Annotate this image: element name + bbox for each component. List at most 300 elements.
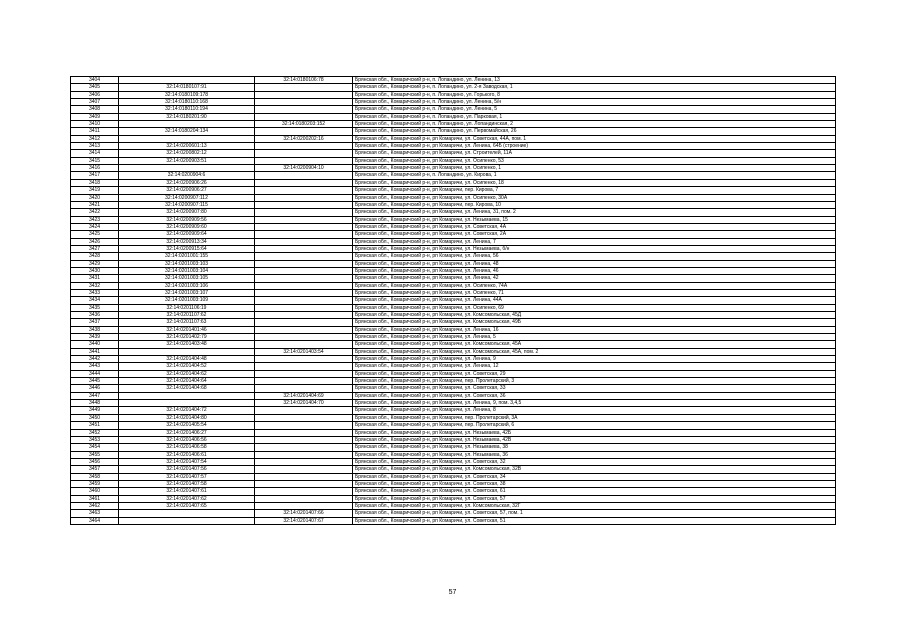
- row-number-cell: 3433: [71, 289, 119, 296]
- premises-cadastral-number-cell: [255, 253, 353, 260]
- table-row: [71, 99, 836, 106]
- cadastral-number-cell: [119, 510, 255, 517]
- premises-cadastral-number-cell: [255, 194, 353, 201]
- cadastral-number-cell: 32:14:0201003:109: [119, 297, 255, 304]
- cadastral-number-cell: 32:14:0201404:68: [119, 385, 255, 392]
- table-row: [71, 209, 836, 216]
- row-number-cell: 3419: [71, 187, 119, 194]
- premises-cadastral-number-cell: [255, 480, 353, 487]
- cadastral-number-cell: 32:14:0201405:54: [119, 422, 255, 429]
- address-cell: Брянская обл., Комаричский р-н, рп Комаричи, ул. Осипенко, 53: [353, 157, 836, 164]
- address-cell: Брянская обл., Комаричский р-н, рп Комаричи, ул. Советская, 61: [353, 488, 836, 495]
- cadastral-number-cell: 32:14:0201403:48: [119, 341, 255, 348]
- premises-cadastral-number-cell: 32:14:0200904:10: [255, 165, 353, 172]
- cadastral-number-cell: 32:14:0201407:57: [119, 473, 255, 480]
- table-row: [71, 407, 836, 414]
- cadastral-number-cell: 32:14:0201407:62: [119, 495, 255, 502]
- address-cell: Брянская обл., Комаричский р-н, рп Комаричи, ул. Советская, 44А, пом. 1: [353, 135, 836, 142]
- row-number-cell: 3464: [71, 517, 119, 524]
- premises-cadastral-number-cell: [255, 488, 353, 495]
- row-number-cell: 3410: [71, 121, 119, 128]
- premises-cadastral-number-cell: [255, 326, 353, 333]
- row-number-cell: 3451: [71, 422, 119, 429]
- address-cell: Брянская обл., Комаричский р-н, п. Лопандино, ул. Первомайская, 26: [353, 128, 836, 135]
- row-number-cell: 3416: [71, 165, 119, 172]
- table-row: [71, 458, 836, 465]
- table-row: [71, 201, 836, 208]
- cadastral-number-cell: 32:14:0201407:61: [119, 488, 255, 495]
- address-cell: Брянская обл., Комаричский р-н, п. Лопандино, ул. Ленина, 5: [353, 106, 836, 113]
- premises-cadastral-number-cell: [255, 157, 353, 164]
- row-number-cell: 3407: [71, 99, 119, 106]
- row-number-cell: 3448: [71, 400, 119, 407]
- premises-cadastral-number-cell: [255, 429, 353, 436]
- table-row: [71, 326, 836, 333]
- cadastral-number-cell: 32:14:0201404:48: [119, 356, 255, 363]
- table-row: [71, 502, 836, 509]
- cadastral-number-cell: [119, 135, 255, 142]
- table-row: [71, 312, 836, 319]
- row-number-cell: 3427: [71, 245, 119, 252]
- address-cell: Брянская обл., Комаричский р-н, рп Комаричи, ул. Осипенко, 71: [353, 289, 836, 296]
- row-number-cell: 3411: [71, 128, 119, 135]
- premises-cadastral-number-cell: [255, 385, 353, 392]
- cadastral-number-cell: 32:14:0200907:115: [119, 201, 255, 208]
- premises-cadastral-number-cell: [255, 363, 353, 370]
- address-cell: Брянская обл., Комаричский р-н, рп Комаричи, ул. Комсомольская, 49Б: [353, 319, 836, 326]
- premises-cadastral-number-cell: [255, 319, 353, 326]
- premises-cadastral-number-cell: [255, 436, 353, 443]
- cadastral-number-cell: 32:14:0200913:34: [119, 238, 255, 245]
- address-cell: Брянская обл., Комаричский р-н, рп Комаричи, ул. Ленина, 16: [353, 326, 836, 333]
- cadastral-number-cell: 32:14:0201407:65: [119, 502, 255, 509]
- table-row: [71, 165, 836, 172]
- row-number-cell: 3458: [71, 473, 119, 480]
- address-cell: Брянская обл., Комаричский р-н, рп Комаричи, пер. Пролетарский, 3А: [353, 414, 836, 421]
- row-number-cell: 3438: [71, 326, 119, 333]
- row-number-cell: 3442: [71, 356, 119, 363]
- table-row: [71, 304, 836, 311]
- cadastral-number-cell: 32:14:0201406:61: [119, 451, 255, 458]
- cadastral-number-cell: [119, 165, 255, 172]
- premises-cadastral-number-cell: [255, 201, 353, 208]
- cadastral-number-cell: 32:14:0200907:112: [119, 194, 255, 201]
- address-cell: Брянская обл., Комаричский р-н, рп Комаричи, ул. Советская, 34: [353, 473, 836, 480]
- table-row: [71, 238, 836, 245]
- address-cell: Брянская обл., Комаричский р-н, рп Комаричи, ул. Советская, 36: [353, 392, 836, 399]
- cadastral-number-cell: 32:14:0201003:107: [119, 289, 255, 296]
- cadastral-number-cell: 32:14:0200915:64: [119, 245, 255, 252]
- premises-cadastral-number-cell: [255, 150, 353, 157]
- cadastral-number-cell: 32:14:0180110:194: [119, 106, 255, 113]
- premises-cadastral-number-cell: [255, 378, 353, 385]
- address-cell: Брянская обл., Комаричский р-н, рп Комаричи, ул. Строителей, 11А: [353, 150, 836, 157]
- table-row: [71, 473, 836, 480]
- table-row: [71, 370, 836, 377]
- cadastral-number-cell: 32:14:0200601:13: [119, 143, 255, 150]
- table-row: [71, 194, 836, 201]
- cadastral-number-cell: 32:14:0201107:62: [119, 312, 255, 319]
- table-row: [71, 91, 836, 98]
- address-cell: Брянская обл., Комаричский р-н, рп Комаричи, ул. Ленина, 64Б (строение): [353, 143, 836, 150]
- premises-cadastral-number-cell: [255, 312, 353, 319]
- cadastral-number-cell: 32:14:0200906:26: [119, 179, 255, 186]
- cadastral-number-cell: 32:14:0200904:6: [119, 172, 255, 179]
- cadastral-number-cell: 32:14:0200903:51: [119, 157, 255, 164]
- address-cell: Брянская обл., Комаричский р-н, рп Комаричи, ул. Советская, 51: [353, 517, 836, 524]
- table-row: [71, 289, 836, 296]
- table-row: [71, 363, 836, 370]
- address-cell: Брянская обл., Комаричский р-н, рп Комаричи, ул. Ленина, 8: [353, 407, 836, 414]
- cadastral-number-cell: 32:14:0201406:58: [119, 444, 255, 451]
- premises-cadastral-number-cell: [255, 84, 353, 91]
- address-cell: Брянская обл., Комаричский р-н, рп Комаричи, ул. Ленина, 42: [353, 275, 836, 282]
- address-cell: Брянская обл., Комаричский р-н, рп Комаричи, ул. Незымаева, 42Б: [353, 429, 836, 436]
- cadastral-number-cell: [119, 517, 255, 524]
- table-row: [71, 422, 836, 429]
- table-row: [71, 267, 836, 274]
- cadastral-number-cell: 32:14:0200909:60: [119, 223, 255, 230]
- table-row: [71, 216, 836, 223]
- cadastral-number-cell: 32:14:0201404:64: [119, 378, 255, 385]
- table-row: [71, 275, 836, 282]
- row-number-cell: 3414: [71, 150, 119, 157]
- cadastral-number-cell: [119, 392, 255, 399]
- row-number-cell: 3450: [71, 414, 119, 421]
- table-row: [71, 348, 836, 355]
- cadastral-number-cell: 32:14:0180110:168: [119, 99, 255, 106]
- table-row: [71, 319, 836, 326]
- row-number-cell: 3452: [71, 429, 119, 436]
- row-number-cell: 3412: [71, 135, 119, 142]
- row-number-cell: 3446: [71, 385, 119, 392]
- row-number-cell: 3420: [71, 194, 119, 201]
- address-cell: Брянская обл., Комаричский р-н, рп Комаричи, ул. Незымаева, 38: [353, 444, 836, 451]
- table-row: [71, 517, 836, 524]
- row-number-cell: 3409: [71, 113, 119, 120]
- address-cell: Брянская обл., Комаричский р-н, рп Комаричи, ул. Осипенко, 1: [353, 165, 836, 172]
- cadastral-number-cell: 32:14:0201404:52: [119, 363, 255, 370]
- address-cell: Брянская обл., Комаричский р-н, рп Комаричи, ул. Ленина, 5: [353, 334, 836, 341]
- premises-cadastral-number-cell: [255, 356, 353, 363]
- row-number-cell: 3460: [71, 488, 119, 495]
- address-cell: Брянская обл., Комаричский р-н, п. Лопандино, ул. 2-я Заводская, 1: [353, 84, 836, 91]
- table-row: [71, 341, 836, 348]
- premises-cadastral-number-cell: [255, 422, 353, 429]
- address-cell: Брянская обл., Комаричский р-н, рп Комаричи, ул. Осипенко, 30А: [353, 194, 836, 201]
- row-number-cell: 3425: [71, 231, 119, 238]
- premises-cadastral-number-cell: 32:14:0200202:16: [255, 135, 353, 142]
- address-cell: Брянская обл., Комаричский р-н, рп Комаричи, ул. Ленина, 48: [353, 260, 836, 267]
- cadastral-number-cell: 32:14:0180109:178: [119, 91, 255, 98]
- table-row: [71, 334, 836, 341]
- table-row: [71, 223, 836, 230]
- address-cell: Брянская обл., Комаричский р-н, рп Комаричи, ул. Советская, 2А: [353, 231, 836, 238]
- cadastral-number-cell: 32:14:0201407:54: [119, 458, 255, 465]
- row-number-cell: 3417: [71, 172, 119, 179]
- address-cell: Брянская обл., Комаричский р-н, рп Комаричи, ул. Советская, 38: [353, 480, 836, 487]
- cadastral-number-cell: 32:14:0201406:27: [119, 429, 255, 436]
- row-number-cell: 3404: [71, 77, 119, 84]
- address-cell: Брянская обл., Комаричский р-н, п. Лопандино, ул. Парковая, 1: [353, 113, 836, 120]
- cadastral-number-cell: [119, 121, 255, 128]
- address-cell: Брянская обл., Комаричский р-н, рп Комаричи, пер. Кирова, 7: [353, 187, 836, 194]
- row-number-cell: 3434: [71, 297, 119, 304]
- row-number-cell: 3461: [71, 495, 119, 502]
- table-row: [71, 150, 836, 157]
- address-cell: Брянская обл., Комаричский р-н, рп Комаричи, ул. Незымаева, 36: [353, 451, 836, 458]
- table-row: [71, 385, 836, 392]
- premises-cadastral-number-cell: [255, 231, 353, 238]
- row-number-cell: 3454: [71, 444, 119, 451]
- address-cell: Брянская обл., Комаричский р-н, рп Комаричи, ул. Незымаева, 42В: [353, 436, 836, 443]
- premises-cadastral-number-cell: [255, 304, 353, 311]
- table-row: [71, 378, 836, 385]
- table-row: [71, 84, 836, 91]
- premises-cadastral-number-cell: [255, 275, 353, 282]
- address-cell: Брянская обл., Комаричский р-н, рп Комаричи, ул. Ленина, 12: [353, 363, 836, 370]
- row-number-cell: 3444: [71, 370, 119, 377]
- premises-cadastral-number-cell: 32:14:0201404:69: [255, 392, 353, 399]
- cadastral-number-cell: 32:14:0201402:79: [119, 334, 255, 341]
- table-row: [71, 510, 836, 517]
- table-row: [71, 106, 836, 113]
- row-number-cell: 3424: [71, 223, 119, 230]
- address-cell: Брянская обл., Комаричский р-н, рп Комаричи, ул. Ленина, 7: [353, 238, 836, 245]
- cadastral-number-cell: 32:14:0201003:106: [119, 282, 255, 289]
- cadastral-number-cell: 32:14:0201003:105: [119, 275, 255, 282]
- address-cell: Брянская обл., Комаричский р-н, п. Лопандино, ул. Горького, 8: [353, 91, 836, 98]
- row-number-cell: 3445: [71, 378, 119, 385]
- address-cell: Брянская обл., Комаричский р-н, рп Комаричи, ул. Комсомольская, 45А: [353, 341, 836, 348]
- row-number-cell: 3413: [71, 143, 119, 150]
- address-cell: Брянская обл., Комаричский р-н, рп Комаричи, ул. Осипенко, 18: [353, 179, 836, 186]
- premises-cadastral-number-cell: [255, 473, 353, 480]
- address-cell: Брянская обл., Комаричский р-н, рп Комаричи, ул. Ленина, 9: [353, 356, 836, 363]
- premises-cadastral-number-cell: 32:14:0201404:70: [255, 400, 353, 407]
- table-row: [71, 77, 836, 84]
- cadastral-number-cell: 32:14:0200907:80: [119, 209, 255, 216]
- row-number-cell: 3421: [71, 201, 119, 208]
- premises-cadastral-number-cell: 32:14:0180203:152: [255, 121, 353, 128]
- address-cell: Брянская обл., Комаричский р-н, рп Комаричи, ул. Ленина, 9, пом. 3,4,5: [353, 400, 836, 407]
- row-number-cell: 3435: [71, 304, 119, 311]
- premises-cadastral-number-cell: [255, 143, 353, 150]
- cadastral-number-cell: 32:14:0201406:56: [119, 436, 255, 443]
- row-number-cell: 3453: [71, 436, 119, 443]
- premises-cadastral-number-cell: [255, 407, 353, 414]
- address-cell: Брянская обл., Комаричский р-н, рп Комаричи, ул. Советская, 29: [353, 370, 836, 377]
- row-number-cell: 3443: [71, 363, 119, 370]
- premises-cadastral-number-cell: [255, 458, 353, 465]
- row-number-cell: 3449: [71, 407, 119, 414]
- cadastral-number-cell: 32:14:0201106:19: [119, 304, 255, 311]
- premises-cadastral-number-cell: [255, 502, 353, 509]
- premises-cadastral-number-cell: 32:14:0180106:78: [255, 77, 353, 84]
- row-number-cell: 3428: [71, 253, 119, 260]
- cadastral-number-cell: 32:14:0200909:56: [119, 216, 255, 223]
- address-cell: Брянская обл., Комаричский р-н, рп Комаричи, ул. Осипенко, 74А: [353, 282, 836, 289]
- premises-cadastral-number-cell: [255, 414, 353, 421]
- address-cell: Брянская обл., Комаричский р-н, рп Комаричи, ул. Советская, 4А: [353, 223, 836, 230]
- cadastral-number-cell: 32:14:0201003:103: [119, 260, 255, 267]
- premises-cadastral-number-cell: [255, 106, 353, 113]
- address-cell: Брянская обл., Комаричский р-н, рп Комаричи, ул. Советская, 32: [353, 458, 836, 465]
- table-row: [71, 297, 836, 304]
- table-row: [71, 282, 836, 289]
- address-cell: Брянская обл., Комаричский р-н, п. Лопандино, ул. Ленина, 5/н: [353, 99, 836, 106]
- row-number-cell: 3440: [71, 341, 119, 348]
- address-cell: Брянская обл., Комаричский р-н, рп Комаричи, ул. Незымаева, 15: [353, 216, 836, 223]
- row-number-cell: 3436: [71, 312, 119, 319]
- premises-cadastral-number-cell: [255, 172, 353, 179]
- table-row: [71, 121, 836, 128]
- row-number-cell: 3459: [71, 480, 119, 487]
- page-number: 57: [448, 589, 457, 596]
- table-row: [71, 128, 836, 135]
- row-number-cell: 3447: [71, 392, 119, 399]
- cadastral-number-cell: 32:14:0200909:64: [119, 231, 255, 238]
- address-cell: Брянская обл., Комаричский р-н, рп Комаричи, ул. Ленина, 46: [353, 267, 836, 274]
- table-row: [71, 480, 836, 487]
- premises-cadastral-number-cell: [255, 451, 353, 458]
- table-row: [71, 356, 836, 363]
- premises-cadastral-number-cell: [255, 238, 353, 245]
- address-cell: Брянская обл., Комаричский р-н, п. Лопандино, ул. Ленина, 13: [353, 77, 836, 84]
- premises-cadastral-number-cell: [255, 282, 353, 289]
- premises-cadastral-number-cell: [255, 245, 353, 252]
- premises-cadastral-number-cell: [255, 341, 353, 348]
- premises-cadastral-number-cell: 32:14:0201403:54: [255, 348, 353, 355]
- table-row: [71, 400, 836, 407]
- address-cell: Брянская обл., Комаричский р-н, рп Комаричи, ул. Ленина, 44А: [353, 297, 836, 304]
- address-cell: Брянская обл., Комаричский р-н, рп Комаричи, пер. Пролетарский, 3: [353, 378, 836, 385]
- row-number-cell: 3426: [71, 238, 119, 245]
- address-cell: Брянская обл., Комаричский р-н, рп Комаричи, ул. Ленина, 31, пом. 2: [353, 209, 836, 216]
- row-number-cell: 3408: [71, 106, 119, 113]
- cadastral-number-cell: 32:14:0180204:134: [119, 128, 255, 135]
- table-row: [71, 436, 836, 443]
- row-number-cell: 3422: [71, 209, 119, 216]
- table-row: [71, 135, 836, 142]
- row-number-cell: 3456: [71, 458, 119, 465]
- row-number-cell: 3423: [71, 216, 119, 223]
- row-number-cell: 3430: [71, 267, 119, 274]
- table-row: [71, 253, 836, 260]
- row-number-cell: 3405: [71, 84, 119, 91]
- address-cell: Брянская обл., Комаричский р-н, рп Комаричи, ул. Ленина, 56: [353, 253, 836, 260]
- address-cell: Брянская обл., Комаричский р-н, рп Комаричи, ул. Незымаева, б/н: [353, 245, 836, 252]
- table-row: [71, 172, 836, 179]
- cadastral-number-cell: 32:14:0201401:46: [119, 326, 255, 333]
- address-cell: Брянская обл., Комаричский р-н, рп Комаричи, ул. Советская, 33: [353, 385, 836, 392]
- premises-cadastral-number-cell: [255, 334, 353, 341]
- cadastral-number-cell: [119, 77, 255, 84]
- table-row: [71, 392, 836, 399]
- row-number-cell: 3406: [71, 91, 119, 98]
- cadastral-number-cell: 32:14:0201001:155: [119, 253, 255, 260]
- premises-cadastral-number-cell: [255, 209, 353, 216]
- cadastral-number-cell: 32:14:0200906:27: [119, 187, 255, 194]
- cadastral-number-cell: 32:14:0201404:72: [119, 407, 255, 414]
- property-table: [70, 76, 836, 525]
- address-cell: Брянская обл., Комаричский р-н, рп Комаричи, ул. Советская, 57, пом. 1: [353, 510, 836, 517]
- table-row: [71, 157, 836, 164]
- cadastral-number-cell: 32:14:0201407:56: [119, 466, 255, 473]
- table-row: [71, 495, 836, 502]
- table-row: [71, 143, 836, 150]
- property-table-body: [71, 77, 836, 525]
- cadastral-number-cell: 32:14:0201404:80: [119, 414, 255, 421]
- cadastral-number-cell: [119, 400, 255, 407]
- table-row: [71, 444, 836, 451]
- table-row: [71, 113, 836, 120]
- premises-cadastral-number-cell: 32:14:0201407:66: [255, 510, 353, 517]
- table-row: [71, 231, 836, 238]
- table-row: [71, 179, 836, 186]
- row-number-cell: 3431: [71, 275, 119, 282]
- table-row: [71, 260, 836, 267]
- cadastral-number-cell: 32:14:0201407:58: [119, 480, 255, 487]
- address-cell: Брянская обл., Комаричский р-н, п. Лопандино, ул. Кирова, 1: [353, 172, 836, 179]
- cadastral-number-cell: 32:14:0200802:12: [119, 150, 255, 157]
- premises-cadastral-number-cell: [255, 113, 353, 120]
- cadastral-number-cell: 32:14:0180201:90: [119, 113, 255, 120]
- premises-cadastral-number-cell: [255, 91, 353, 98]
- premises-cadastral-number-cell: [255, 223, 353, 230]
- address-cell: Брянская обл., Комаричский р-н, рп Комаричи, ул. Комсомольская, 32В: [353, 466, 836, 473]
- row-number-cell: 3457: [71, 466, 119, 473]
- row-number-cell: 3429: [71, 260, 119, 267]
- premises-cadastral-number-cell: [255, 289, 353, 296]
- cadastral-number-cell: 32:14:0201404:62: [119, 370, 255, 377]
- address-cell: Брянская обл., Комаричский р-н, рп Комаричи, ул. Осипенко, 69: [353, 304, 836, 311]
- address-cell: Брянская обл., Комаричский р-н, рп Комаричи, пер. Пролетарский, 6: [353, 422, 836, 429]
- premises-cadastral-number-cell: [255, 216, 353, 223]
- row-number-cell: 3415: [71, 157, 119, 164]
- address-cell: Брянская обл., Комаричский р-н, рп Комаричи, пер. Кирова, 10: [353, 201, 836, 208]
- address-cell: Брянская обл., Комаричский р-н, рп Комаричи, ул. Советская, 57: [353, 495, 836, 502]
- premises-cadastral-number-cell: [255, 99, 353, 106]
- premises-cadastral-number-cell: [255, 370, 353, 377]
- row-number-cell: 3462: [71, 502, 119, 509]
- row-number-cell: 3439: [71, 334, 119, 341]
- premises-cadastral-number-cell: [255, 495, 353, 502]
- cadastral-number-cell: 32:14:0180107:91: [119, 84, 255, 91]
- table-row: [71, 466, 836, 473]
- row-number-cell: 3418: [71, 179, 119, 186]
- row-number-cell: 3463: [71, 510, 119, 517]
- cadastral-number-cell: 32:14:0201107:63: [119, 319, 255, 326]
- table-row: [71, 187, 836, 194]
- row-number-cell: 3441: [71, 348, 119, 355]
- row-number-cell: 3455: [71, 451, 119, 458]
- premises-cadastral-number-cell: [255, 267, 353, 274]
- address-cell: Брянская обл., Комаричский р-н, п. Лопандино, ул. Лопандинская, 2: [353, 121, 836, 128]
- premises-cadastral-number-cell: [255, 260, 353, 267]
- address-cell: Брянская обл., Комаричский р-н, рп Комаричи, ул. Комсомольская, 32Г: [353, 502, 836, 509]
- premises-cadastral-number-cell: [255, 297, 353, 304]
- premises-cadastral-number-cell: [255, 444, 353, 451]
- address-cell: Брянская обл., Комаричский р-н, рп Комаричи, ул. Комсомольская, 45А, пом. 2: [353, 348, 836, 355]
- cadastral-number-cell: [119, 348, 255, 355]
- table-row: [71, 414, 836, 421]
- premises-cadastral-number-cell: [255, 187, 353, 194]
- table-row: [71, 429, 836, 436]
- premises-cadastral-number-cell: [255, 466, 353, 473]
- row-number-cell: 3432: [71, 282, 119, 289]
- row-number-cell: 3437: [71, 319, 119, 326]
